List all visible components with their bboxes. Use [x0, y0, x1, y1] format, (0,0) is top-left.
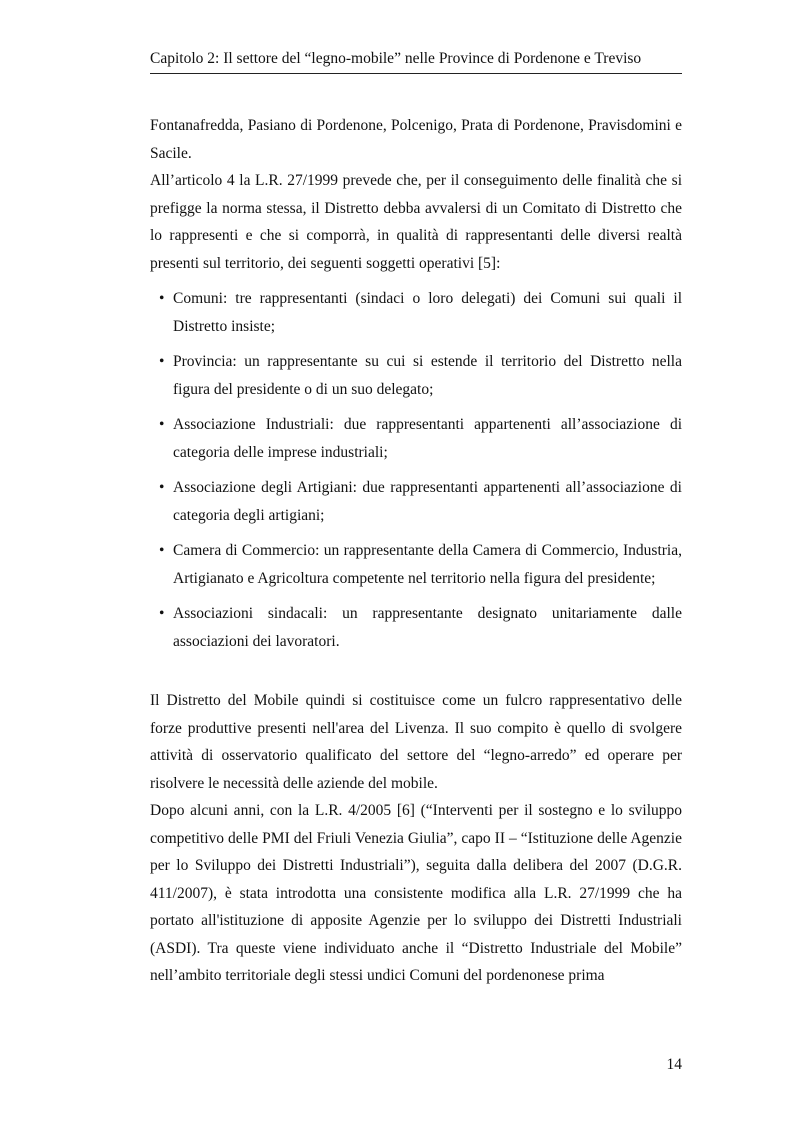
- paragraph-lr-4-2005: Dopo alcuni anni, con la L.R. 4/2005 [6] (“Interventi per il sostegno e lo sviluppo competitivo delle PMI del Friuli Venezia Giulia”, capo II – “Istituzione delle Agenzie per lo Sviluppo dei Distretti Industriali”), seguita dalla delibera del 2007 (D.G.R. 411/2007), è stata introdotta una consistente modifica alla L.R. 27/1999 che ha portato all'istituzione di apposite Agenzie per lo sviluppo dei Distretti Industriali (ASDI). Tra queste viene individuato anche il “Distretto Industriale del Mobile” nell’ambito territoriale degli stessi undici Comuni del pordenonese prima: [150, 802, 682, 984]
- list-item-text: Camera di Commercio: un rappresentante della Camera di Commercio, Industria, Artigianato e Agricoltura competente nel territorio nella figura del presidente;: [173, 542, 682, 587]
- list-item-text: Associazioni sindacali: un rappresentante designato unitariamente dalle associazioni dei lavoratori.: [173, 605, 682, 650]
- list-item-text: Comuni: tre rappresentanti (sindaci o loro delegati) dei Comuni sui quali il Distretto insiste;: [173, 290, 682, 335]
- bullet-icon: •: [159, 479, 165, 496]
- list-item-text: Associazione degli Artigiani: due rappresentanti appartenenti all’associazione di categoria degli artigiani;: [173, 479, 682, 524]
- list-item: [150, 537, 682, 592]
- page-body: [150, 112, 682, 990]
- list-item: [150, 600, 682, 655]
- paragraph-spacer: [150, 663, 682, 687]
- paragraph-distretto-mobile: Il Distretto del Mobile quindi si costituisce come un fulcro rappresentativo delle forze produttive presenti nell'area del Livenza. Il suo compito è quello di svolgere attività di osservatorio qualificato del settore del “legno-arredo” ed operare per risolvere le necessità delle aziende del mobile.: [150, 692, 682, 792]
- bullet-icon: •: [159, 416, 165, 433]
- list-item: [150, 474, 682, 529]
- list-item-text: Provincia: un rappresentante su cui si estende il territorio del Distretto nella figura del presidente o di un suo delegato;: [173, 353, 682, 398]
- page-number: 14: [666, 1056, 682, 1073]
- bullet-icon: •: [159, 290, 165, 307]
- running-header: Capitolo 2: Il settore del “legno-mobile” nelle Province di Pordenone e Treviso: [150, 50, 642, 67]
- paragraph-article-4: All’articolo 4 la L.R. 27/1999 prevede che, per il conseguimento delle finalità che si prefigge la norma stessa, il Distretto debba avvalersi di un Comitato di Distretto che lo rappresenti e che si comporrà, in qualità di rappresentanti delle diversi realtà presenti sul territorio, dei seguenti soggetti operativi [5]:: [150, 172, 682, 272]
- header-divider: [150, 73, 682, 74]
- list-item: [150, 285, 682, 340]
- list-item: [150, 348, 682, 403]
- paragraph-municipalities: Fontanafredda, Pasiano di Pordenone, Polcenigo, Prata di Pordenone, Pravisdomini e Sacile.: [150, 117, 682, 162]
- bullet-icon: •: [159, 353, 165, 370]
- bullet-icon: •: [159, 605, 165, 622]
- list-item: [150, 411, 682, 466]
- list-item-text: Associazione Industriali: due rappresentanti appartenenti all’associazione di categoria delle imprese industriali;: [173, 416, 682, 461]
- committee-members-list: [150, 285, 682, 655]
- bullet-icon: •: [159, 542, 165, 559]
